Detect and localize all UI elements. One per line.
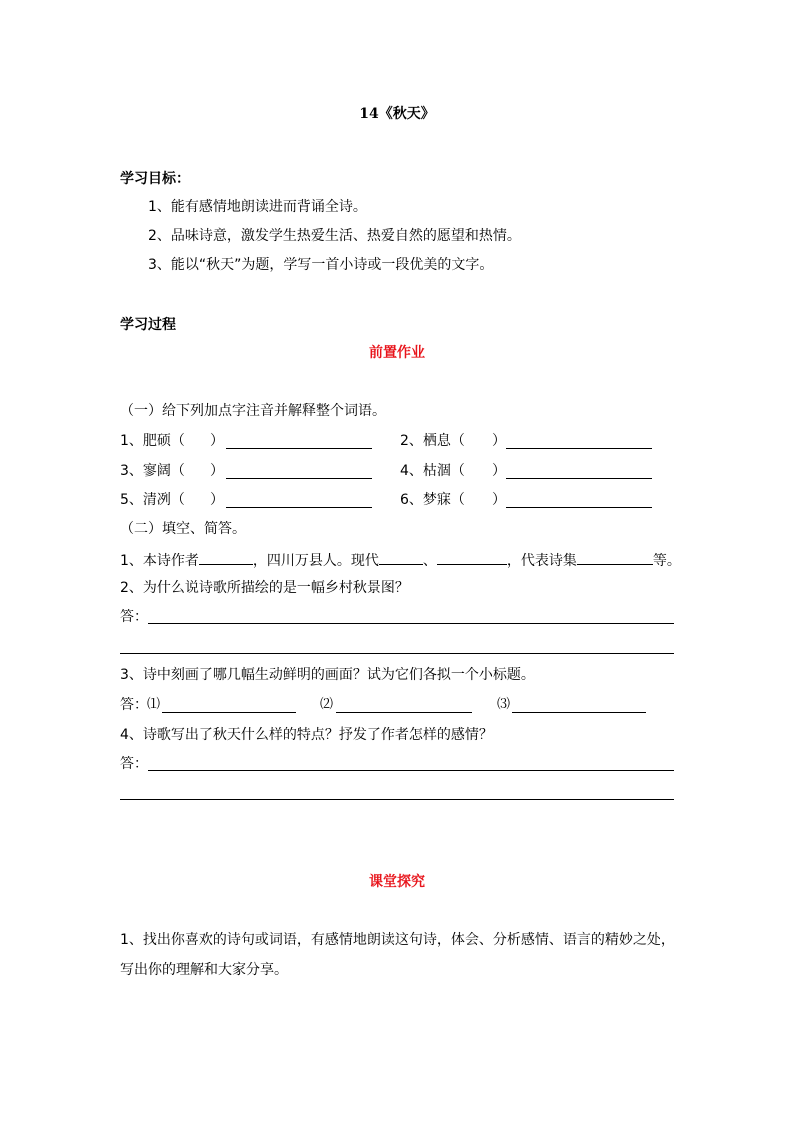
word-label: 3、寥阔（ — [120, 463, 185, 479]
answer-line[interactable] — [148, 770, 674, 771]
subtitle-line-2[interactable] — [336, 712, 472, 713]
q1-blank-collection[interactable] — [577, 550, 653, 565]
q1-blank-author[interactable] — [199, 550, 253, 565]
answer-line[interactable] — [226, 478, 372, 479]
answer-line[interactable] — [506, 448, 652, 449]
subtitle-line-3[interactable] — [512, 712, 646, 713]
page-title: 14《秋天》 — [359, 106, 435, 122]
answer-line[interactable] — [226, 507, 372, 508]
preview-heading: 前置作业 — [369, 345, 425, 361]
question-3: 3、诗中刻画了哪几幅生动鲜明的画面？试为它们各拟一个小标题。 — [120, 667, 535, 683]
word-paren-close: ） — [492, 463, 506, 479]
word-paren-close: ） — [210, 433, 224, 449]
word-paren-close: ） — [210, 463, 224, 479]
answer-line[interactable] — [506, 507, 652, 508]
subtitle-marker-1: ⑴ — [147, 697, 161, 712]
process-heading: 学习过程 — [120, 317, 176, 333]
q1-blank-2[interactable] — [437, 550, 507, 565]
q1-text-e: 等。 — [652, 553, 681, 569]
answer-line[interactable] — [148, 623, 674, 624]
answer-label: 答： — [120, 756, 148, 772]
part2-instruction: （二）填空、简答。 — [120, 521, 246, 537]
part1-instruction: （一）给下列加点字注音并解释整个词语。 — [120, 403, 386, 419]
answer-line[interactable] — [120, 799, 674, 800]
goals-heading: 学习目标： — [120, 171, 190, 187]
explore-question-line2: 写出你的理解和大家分享。 — [120, 962, 288, 978]
word-paren-close: ） — [492, 433, 506, 449]
q1-text-b: ，四川万县人。现代 — [252, 553, 379, 569]
q1-text-c: 、 — [422, 553, 437, 569]
word-label: 2、栖息（ — [400, 433, 465, 449]
goal-item: 3、能以“秋天”为题，学写一首小诗或一段优美的文字。 — [148, 257, 494, 273]
answer-line[interactable] — [506, 478, 652, 479]
answer-line[interactable] — [226, 448, 372, 449]
question-2: 2、为什么说诗歌所描绘的是一幅乡村秋景图？ — [120, 580, 409, 596]
explore-heading: 课堂探究 — [369, 874, 425, 890]
q1-text-d: ，代表诗集 — [506, 553, 577, 569]
word-label: 6、梦寐（ — [400, 492, 465, 508]
subtitle-marker-2: ⑵ — [320, 697, 334, 712]
q1-text-a: 1、本诗作者 — [120, 553, 199, 569]
subtitle-line-1[interactable] — [162, 712, 296, 713]
answer-line[interactable] — [120, 653, 674, 654]
question-4: 4、诗歌写出了秋天什么样的特点？抒发了作者怎样的感情？ — [120, 727, 493, 743]
answer-label: 答： — [120, 697, 148, 713]
answer-label: 答： — [120, 609, 148, 625]
word-label: 1、肥硕（ — [120, 433, 185, 449]
goal-item: 2、品味诗意，激发学生热爱生活、热爱自然的愿望和热情。 — [148, 228, 521, 244]
explore-question-line1: 1、找出你喜欢的诗句或词语，有感情地朗读这句诗，体会、分析感情、语言的精妙之处， — [120, 932, 675, 948]
word-label: 5、清冽（ — [120, 492, 185, 508]
goal-item: 1、能有感情地朗读进而背诵全诗。 — [148, 199, 367, 215]
word-paren-close: ） — [492, 492, 506, 508]
word-label: 4、枯涸（ — [400, 463, 465, 479]
word-paren-close: ） — [210, 492, 224, 508]
question-1 — [120, 550, 681, 570]
q1-blank-1[interactable] — [379, 550, 423, 565]
subtitle-marker-3: ⑶ — [497, 697, 511, 712]
